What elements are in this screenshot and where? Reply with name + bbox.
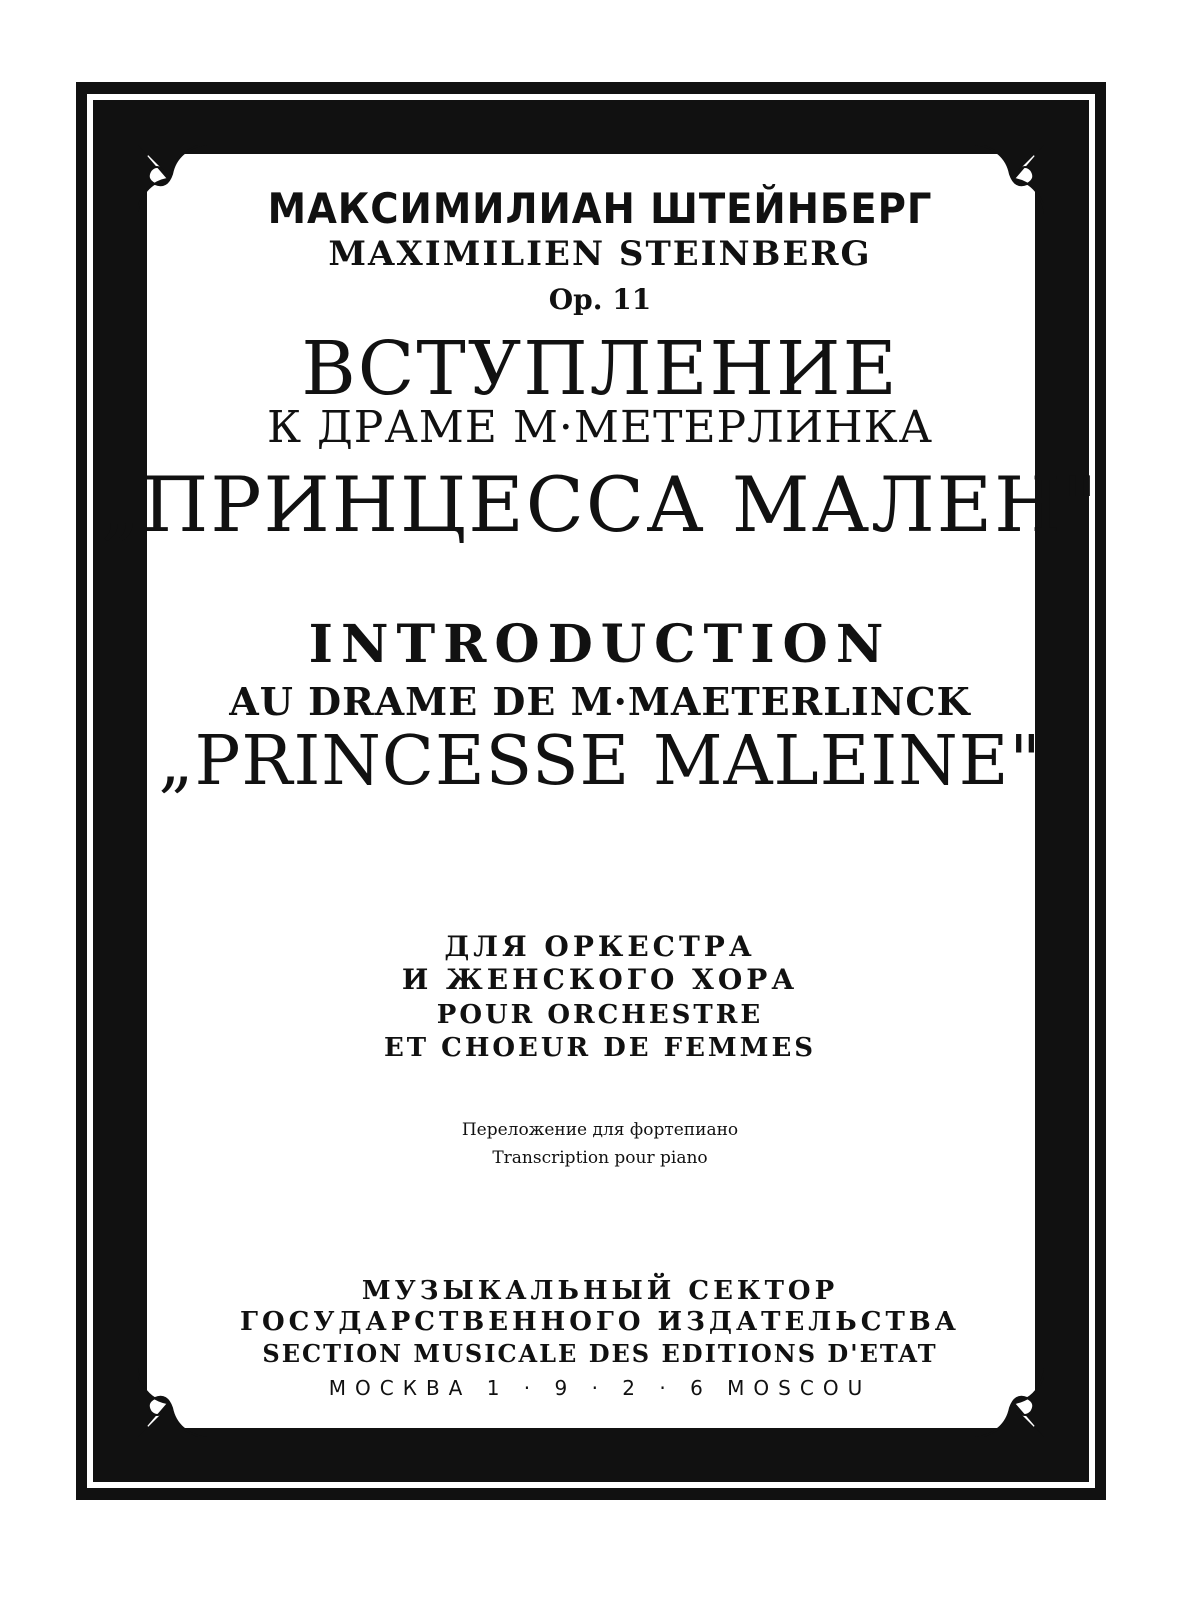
title-french: INTRODUCTION (308, 614, 892, 675)
scoring-russian-line-1: ДЛЯ ОРКЕСТРА (444, 930, 756, 963)
publisher-russian-line-2: ГОСУДАРСТВЕННОГО ИЗДАТЕЛЬСТВА (240, 1307, 960, 1337)
opus-number: Op. 11 (548, 283, 652, 316)
subtitle-russian: К ДРАМЕ М·МЕТЕРЛИНКА (266, 402, 933, 453)
subtitle-french: AU DRAME DE M·MAETERLINCK (229, 679, 971, 724)
imprint-place-year: МОСКВА 1 · 9 · 2 · 6 MOSCOU (328, 1376, 872, 1400)
work-title-french: „PRINCESSE MALEINE" (158, 722, 1042, 801)
publisher-russian-line-1: МУЗЫКАЛЬНЫЙ СЕКТОР (361, 1276, 839, 1306)
transcription-french: Transcription pour piano (492, 1148, 708, 1168)
composer-name-french: MAXIMILIEN STEINBERG (328, 234, 872, 274)
composer-name-russian: МАКСИМИЛИАН ШТЕЙНБЕРГ (267, 184, 933, 233)
transcription-russian: Переложение для фортепиано (461, 1120, 739, 1140)
scoring-russian-line-2: И ЖЕНСКОГО ХОРА (401, 963, 799, 996)
title-russian: ВСТУПЛЕНИЕ (301, 326, 899, 412)
publisher-french: SECTION MUSICALE DES EDITIONS D'ETAT (262, 1339, 938, 1368)
scoring-french-line-2: ET CHOEUR DE FEMMES (383, 1033, 817, 1063)
scoring-french-line-1: POUR ORCHESTRE (436, 1000, 764, 1030)
work-title-russian: „ПРИНЦЕССА МАЛЕН" (100, 460, 1100, 549)
